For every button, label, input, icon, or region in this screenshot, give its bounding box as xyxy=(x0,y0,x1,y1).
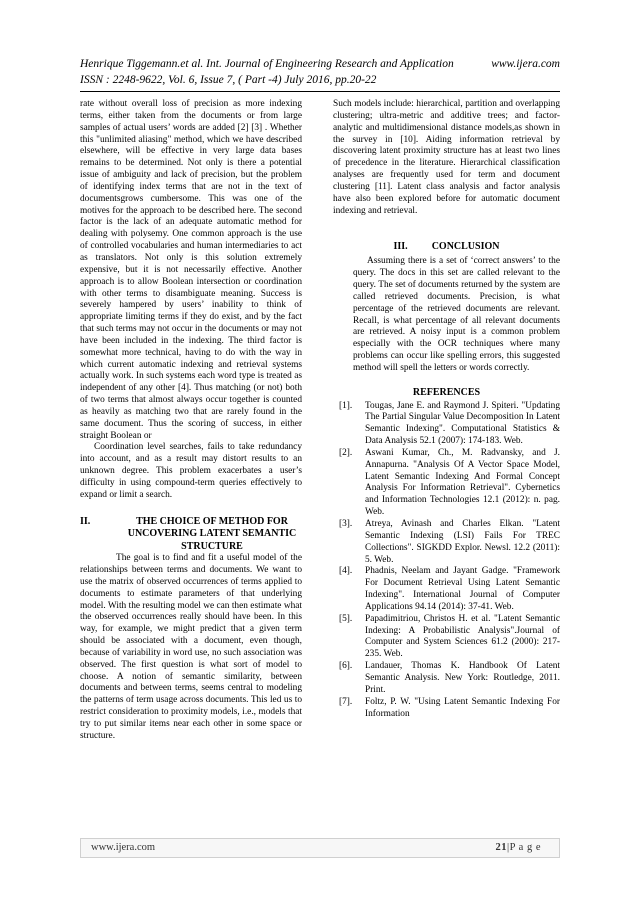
paragraph: rate without overall loss of precision as more indexing terms, either taken from the documents or from large samples of actual users’ words are added [2] [3] . Whether this "unlimited aliasing" method, which we have described elsewhere, will be effective in very large data bases remains to be determined. Not only is there a potential issue of ambiguity and lack of precision, but the problem of identifying index terms that are not in the text of documentsgrows cumbersome. This was one of the motives for the approach to be described here. The second factor is the lack of an adequate automatic method for dealing with polysemy. One common approach is the use of controlled vocabularies and human intermediaries to act as translators. Not only is this solution extremely expensive, but it is not necessarily effective. Another approach is to allow Boolean intersection or coordination with other terms to disambiguate meaning. Success is severely hampered by users’ inability to think of appropriate limiting terms if they do exist, and by the fact that such terms may not occur in the documents or may not have been included in the indexing. The third factor is somewhat more technical, having to do with the way in which current automatic indexing and retrieval systems actually work. In such systems each word type is treated as independent of any other [4]. Thus matching (or not) both of two terms that almost always occur together is counted as heavily as matching two that are rarely found in the same document. Thus the scoring of success, in either straight Boolean or xyxy=(80,99,302,441)
paragraph: The goal is to find and fit a useful model of the relationships between terms and documents. We want to use the matrix of observed occurrences of terms applied to documents to estimate parameters of that underlying model. With the resulting model we can then estimate what the observed occurrences really should have been. In this way, for example, we might predict that a given term should be associated with a document, even though, because of variability in word use, no such association was observed. The first question is what sort of model to choose. A notion of semantic similarity, between documents and between terms, seems central to modeling the patterns of term usage across documents. This led us to restrict consideration to proximity models, i.e., models that try to put similar items near each other in some space or structure. xyxy=(80,553,302,741)
section-title: THE CHOICE OF METHOD FOR UNCOVERING LATENT SEMANTIC STRUCTURE xyxy=(127,515,297,552)
running-header xyxy=(80,57,560,88)
section-heading xyxy=(333,241,560,253)
page-footer xyxy=(80,838,560,858)
reference-number: [5]. xyxy=(339,613,353,624)
journal-citation: Henrique Tiggemann.et al. Int. Journal of Engineering Research and Application xyxy=(80,58,454,70)
reference-text: Foltz, P. W. "Using Latent Semantic Indexing For Information xyxy=(365,696,560,719)
reference-item xyxy=(339,661,560,697)
page-number-value: 21 xyxy=(495,842,507,853)
reference-number: [1]. xyxy=(339,400,353,411)
reference-number: [2]. xyxy=(339,447,353,458)
reference-item xyxy=(339,401,560,448)
paragraph: Coordination level searches, fails to take redundancy into account, and as a result may distort results to an unknown degree. This problem exacerbates a user’s difficulty in using compound-term queries effectively to expand or limit a search. xyxy=(80,442,302,500)
references-heading: REFERENCES xyxy=(412,386,481,398)
header-rule xyxy=(80,91,560,92)
issn-line: ISSN : 2248-9622, Vol. 6, Issue 7, ( Part -4) July 2016, pp.20-22 xyxy=(80,73,377,86)
reference-text: Aswani Kumar, Ch., M. Radvansky, and J. Annapurna. "Analysis Of A Vector Space Model, Latent Semantic Indexing And Formal Concept Analysis For Information Retrieval". Cybernetics and Information Technologies 12.1 (2012): n. pag. Web. xyxy=(365,447,560,518)
section-number: II. xyxy=(80,515,91,527)
page-number xyxy=(496,842,542,853)
left-column xyxy=(80,99,302,743)
reference-item xyxy=(339,566,560,613)
reference-item xyxy=(339,519,560,566)
reference-text: Atreya, Avinash and Charles Elkan. "Latent Semantic Indexing (LSI) Fails For TREC Collections". SIGKDD Explor. Newsl. 12.2 (2011): 5. Web. xyxy=(365,519,560,565)
section-title: CONCLUSION xyxy=(431,241,500,253)
reference-number: [4]. xyxy=(339,566,353,577)
header-site-link[interactable]: www.ijera.com xyxy=(491,58,560,70)
reference-item xyxy=(339,697,560,721)
reference-number: [3]. xyxy=(339,519,353,529)
conclusion-body xyxy=(333,256,560,374)
footer-site-link[interactable]: www.ijera.com xyxy=(91,842,156,853)
section-number: III. xyxy=(393,241,408,253)
page-label: |P a g e xyxy=(507,842,541,853)
reference-text: Papadimitriou, Christos H. et al. "Latent Semantic Indexing: A Probabilistic Analysis".Journal of Computer and System Sciences 61.2 (2000): 217-235. Web. xyxy=(365,613,560,660)
right-column xyxy=(333,99,560,720)
reference-number: [7]. xyxy=(339,696,353,707)
reference-text: Landauer, Thomas K. Handbook Of Latent Semantic Analysis. New York: Routledge, 2011. Print. xyxy=(365,661,560,695)
paragraph: Such models include: hierarchical, partition and overlapping clustering; ultra-metric and additive trees; and factor-analytic and multidimensional distance models,as shown in the survey in [10]. Aiding information retrieval by discovering latent proximity structure has at least two lines of precedence in the literature. Hierarchical classification analyses are frequently used for term and document clustering [11]. Latent class analysis and factor analysis have also been explored before for automatic document indexing and retrieval. xyxy=(333,99,560,216)
paragraph: Assuming there is a set of ‘correct answers’ to the query. The docs in this set are called relevant to the query. The set of documents returned by the system are called retrieved documents. Precision, is what percentage of the retrieved documents are relevant. Recall, is what percentage of all relevant documents are retrieved. A noisy input is a common problem especially with the OCR techniques where many problems can occur like spelling errors, this suggested method will spell the letters or words correctly. xyxy=(353,256,560,373)
reference-item xyxy=(339,614,560,661)
reference-text: Tougas, Jane E. and Raymond J. Spiteri. "Updating The Partial Singular Value Decomposition In Latent Semantic Indexing". Computational Statistics & Data Analysis 52.1 (2007): 174-183. Web. xyxy=(365,400,560,447)
reference-text: Phadnis, Neelam and Jayant Gadge. "Framework For Document Retrieval Using Latent Semantic Indexing". International Journal of Computer Applications 94.14 (2014): 37-41. Web. xyxy=(365,566,560,612)
section-heading xyxy=(80,516,302,554)
reference-number: [6]. xyxy=(339,661,353,672)
reference-item xyxy=(339,448,560,519)
reference-list xyxy=(333,401,560,721)
